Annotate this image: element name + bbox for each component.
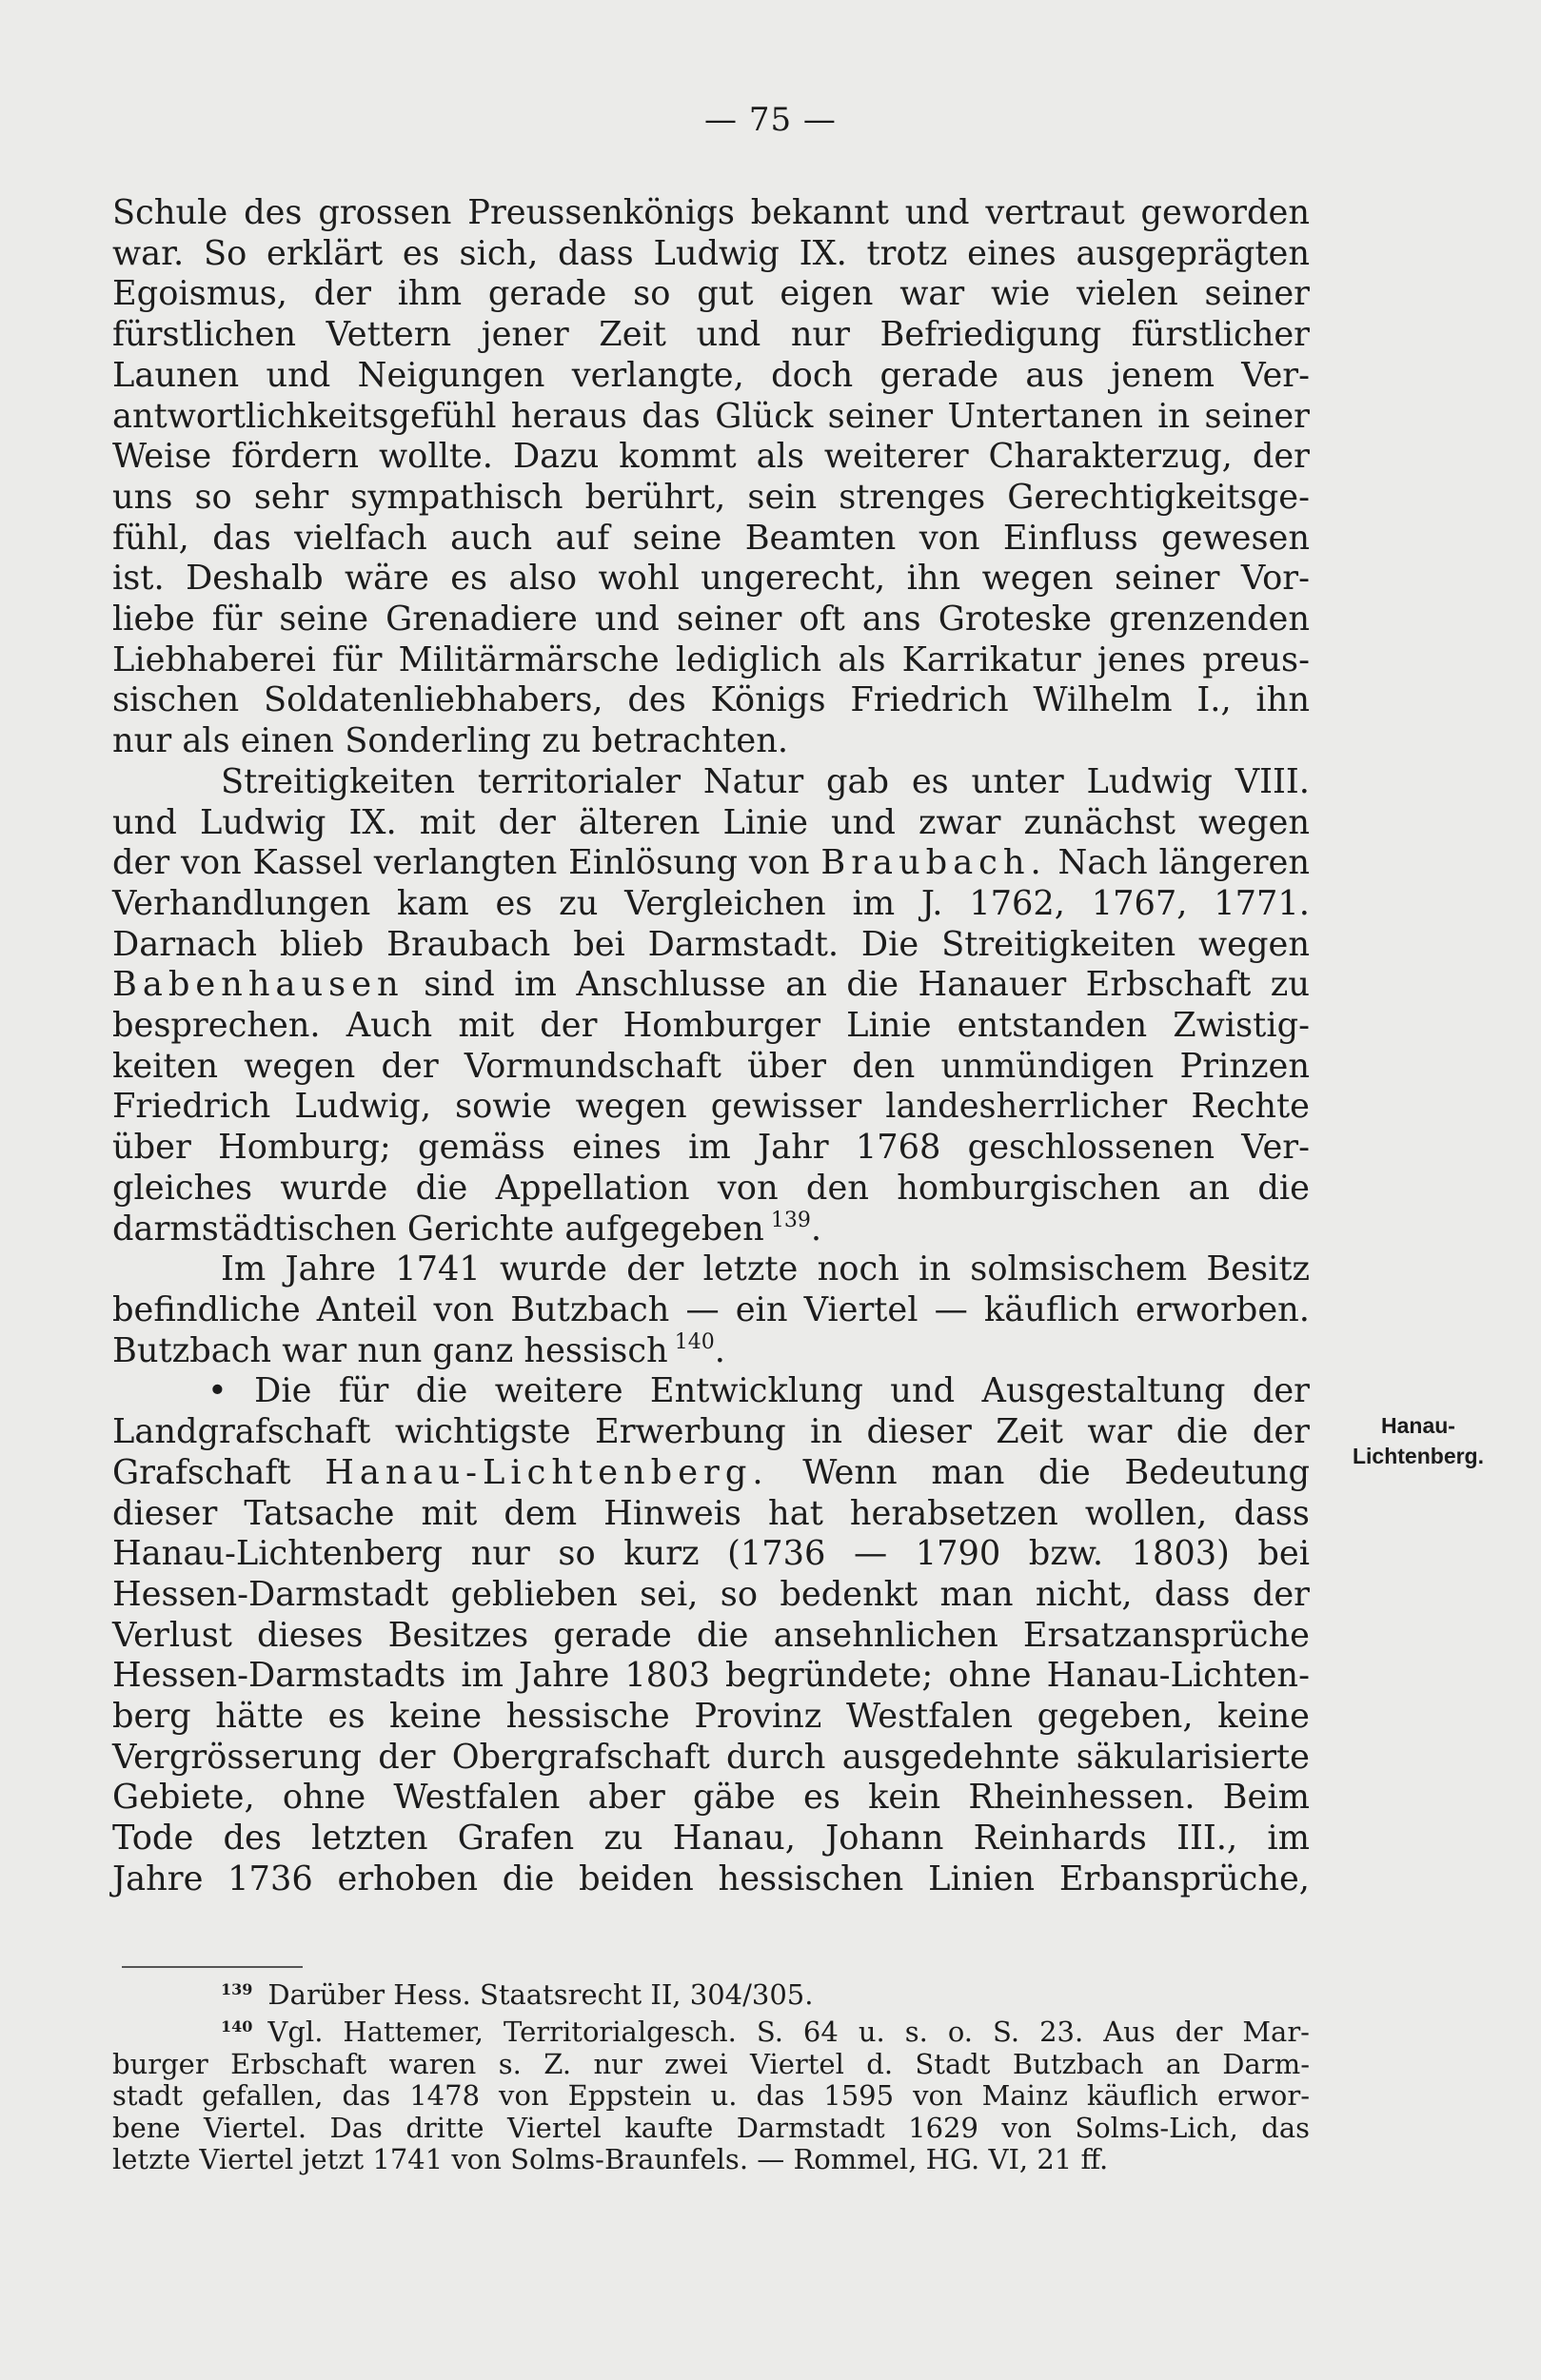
text-line: antwortlichkeitsgefühl heraus das Glück seiner Untertanen in seiner <box>112 396 1310 436</box>
margin-note-line: Lichtenberg. <box>1352 1444 1484 1468</box>
text-line: sischen Soldatenliebhabers, des Königs Friedrich Wilhelm I., ihn <box>112 680 1310 720</box>
text-line: Egoismus, der ihm gerade so gut eigen war wie vielen seiner <box>112 274 1310 314</box>
text-line: befindliche Anteil von Butzbach — ein Viertel — käuflich erworben. <box>112 1289 1310 1329</box>
footnote-text: Vgl. Hattemer, Territorialgesch. S. 64 u. s. o. S. 23. Aus der Mar- <box>267 2016 1310 2049</box>
punct: . <box>714 1330 725 1370</box>
punct: . <box>810 1209 822 1249</box>
footnote-number: 140 <box>221 2017 253 2036</box>
place-name-babenhausen: Babenhausen <box>112 965 405 1005</box>
text-line <box>112 1453 1310 1494</box>
main-text <box>112 193 1310 1900</box>
text-line: Hanau-Lichtenberg nur so kurz (1736 — 1790 bzw. 1803) bei <box>112 1534 1310 1574</box>
text-line <box>112 965 1310 1006</box>
footnote-text-line: bene Viertel. Das dritte Viertel kaufte Darmstadt 1629 von Solms-Lich, das <box>112 2111 1310 2144</box>
text-line: Streitigkeiten territorialer Natur gab es unter Ludwig VIII. <box>221 761 1310 801</box>
line-text: darmstädtischen Gerichte aufgegeben <box>112 1209 764 1249</box>
margin-note <box>1342 1410 1494 1471</box>
text-line: Jahre 1736 erhoben die beiden hessischen Linien Erbansprüche, <box>112 1859 1310 1898</box>
place-name-hanau-lichtenberg: Hanau-Lichtenberg. <box>325 1452 769 1492</box>
margin-note-line: Hanau- <box>1381 1413 1455 1438</box>
text-line: fühl, das vielfach auch auf seine Beamten von Einfluss gewesen <box>112 518 1310 558</box>
footnote-ref[interactable]: 139 <box>770 1208 811 1232</box>
place-name-braubach: Braubach. <box>820 843 1047 883</box>
text-line: Gebiete, ohne Westfalen aber gäbe es kein Rheinhessen. Beim <box>112 1778 1310 1818</box>
text-line: liebe für seine Grenadiere und seiner oft ans Groteske grenzenden <box>112 600 1310 639</box>
footnote-separator <box>122 1966 303 1968</box>
text-line: Tode des letzten Grafen zu Hanau, Johann Reinhards III., im <box>112 1819 1310 1859</box>
text-line: Verhandlungen kam es zu Vergleichen im J. 1762, 1767, 1771. <box>112 883 1310 923</box>
line-text: sind im Anschlusse an die Hanauer Erbschaft zu <box>424 965 1310 1005</box>
footnote-139 <box>112 1974 1310 2011</box>
text-line: und Ludwig IX. mit der älteren Linie und zwar zunächst wegen <box>112 802 1310 842</box>
page-number: — 75 — <box>704 101 837 139</box>
text-line: besprechen. Auch mit der Homburger Linie entstanden Zwistig- <box>112 1006 1310 1046</box>
footnote-text-line: letzte Viertel jetzt 1741 von Solms-Braunfels. — Rommel, HG. VI, 21 ff. <box>112 2143 1109 2176</box>
text-line <box>112 843 1310 884</box>
line-text: der von Kassel verlangten Einlösung von <box>112 843 810 883</box>
text-line: Hessen-Darmstadt geblieben sei, so bedenkt man nicht, dass der <box>112 1574 1310 1614</box>
text-line: Landgrafschaft wichtigste Erwerbung in dieser Zeit war die der <box>112 1412 1310 1452</box>
text-line: Darnach blieb Braubach bei Darmstadt. Die Streitigkeiten wegen <box>112 924 1310 964</box>
line-text: Butzbach war nun ganz hessisch <box>112 1330 668 1370</box>
text-line: Schule des grossen Preussenkönigs bekannt und vertraut geworden <box>112 193 1310 232</box>
text-line <box>112 1210 1310 1250</box>
line-text: Wenn man die Bedeutung <box>802 1452 1311 1492</box>
text-line: über Homburg; gemäss eines im Jahr 1768 geschlossenen Ver- <box>112 1128 1310 1168</box>
text-line: Hessen-Darmstadts im Jahre 1803 begründete; ohne Hanau-Lichten- <box>112 1656 1310 1696</box>
text-line: keiten wegen der Vormundschaft über den unmündigen Prinzen <box>112 1046 1310 1086</box>
text-line <box>112 1331 1310 1372</box>
footnote-text: Darüber Hess. Staatsrecht II, 304/305. <box>267 1978 814 2011</box>
footnote-number: 139 <box>221 1980 253 1998</box>
footnote-text-line: burger Erbschaft waren s. Z. nur zwei Viertel d. Stadt Butzbach an Darm- <box>112 2047 1310 2080</box>
text-line: berg hätte es keine hessische Provinz Westfalen gegeben, keine <box>112 1697 1310 1737</box>
text-line: Weise fördern wollte. Dazu kommt als weiterer Charakterzug, der <box>112 437 1310 477</box>
text-line: • Die für die weitere Entwicklung und Ausgestaltung der <box>207 1371 1310 1411</box>
text-line: Vergrösserung der Obergrafschaft durch ausgedehnte säkularisierte <box>112 1737 1310 1777</box>
footnote-ref[interactable]: 140 <box>674 1329 715 1354</box>
text-line: war. So erklärt es sich, dass Ludwig IX. trotz eines ausgeprägten <box>112 233 1310 273</box>
line-text: Grafschaft <box>112 1452 291 1492</box>
text-line: uns so sehr sympathisch berührt, sein strenges Gerechtigkeitsge- <box>112 477 1310 517</box>
text-line: fürstlichen Vettern jener Zeit und nur Befriedigung fürstlicher <box>112 315 1310 355</box>
line-text: Nach längeren <box>1057 843 1311 883</box>
text-line: Launen und Neigungen verlangte, doch gerade aus jenem Ver- <box>112 355 1310 395</box>
footnote-text-line: stadt gefallen, das 1478 von Eppstein u. das 1595 von Mainz käuflich erwor- <box>112 2079 1310 2113</box>
text-line: Liebhaberei für Militärmärsche lediglich als Karrikatur jenes preus- <box>112 639 1310 679</box>
footnotes <box>112 1974 1310 2175</box>
text-line: ist. Deshalb wäre es also wohl ungerecht, ihn wegen seiner Vor- <box>112 559 1310 599</box>
text-line: Im Jahre 1741 wurde der letzte noch in solmsischem Besitz <box>221 1249 1310 1289</box>
text-line: nur als einen Sonderling zu betrachten. <box>112 721 789 761</box>
text-line: Verlust dieses Besitzes gerade die ansehnlichen Ersatzansprüche <box>112 1615 1310 1655</box>
footnote-140 <box>112 2011 1310 2048</box>
text-line: Friedrich Ludwig, sowie wegen gewisser landesherrlicher Rechte <box>112 1087 1310 1127</box>
text-line: gleiches wurde die Appellation von den homburgischen an die <box>112 1168 1310 1208</box>
text-line: dieser Tatsache mit dem Hinweis hat herabsetzen wollen, dass <box>112 1493 1310 1533</box>
